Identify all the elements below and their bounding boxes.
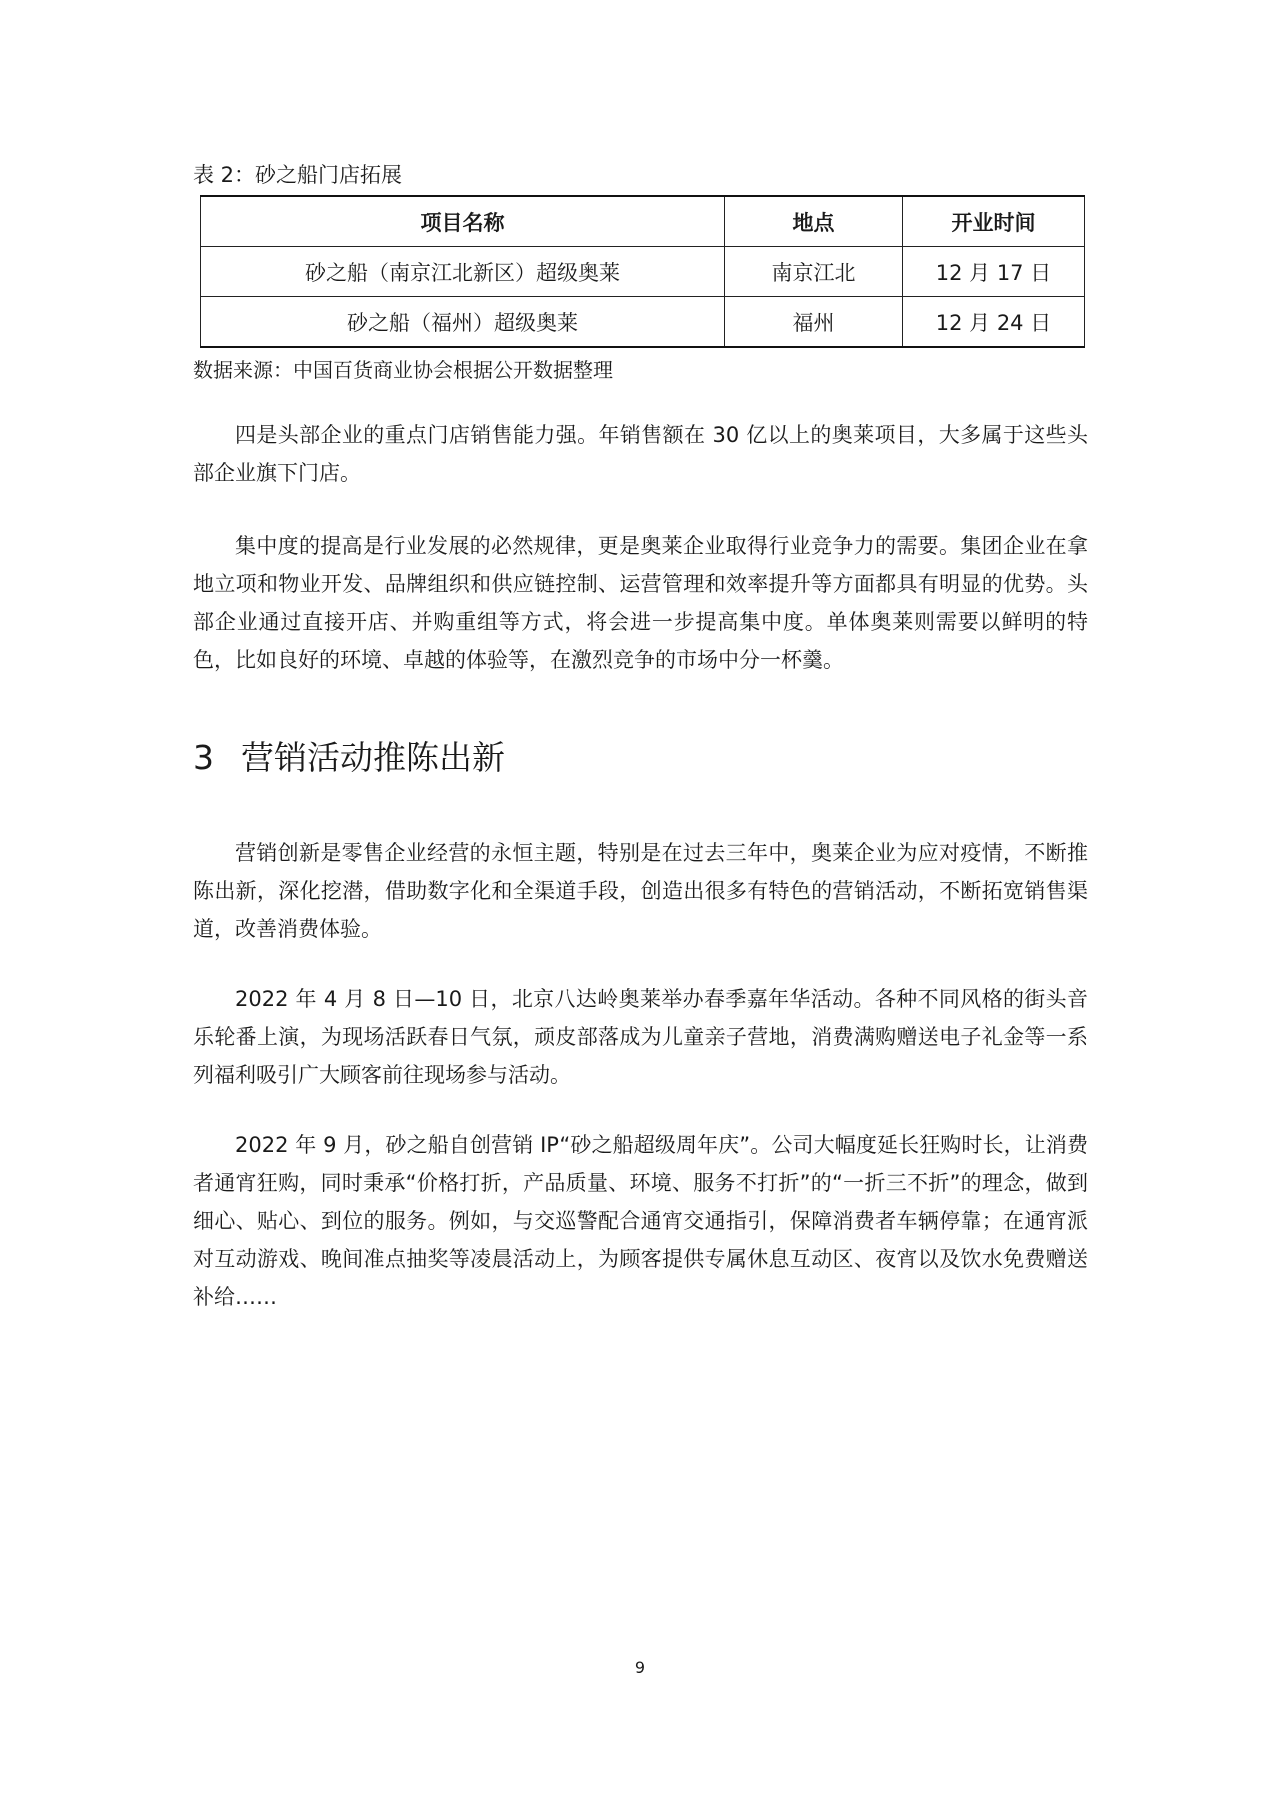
section-title: 营销活动推陈出新 xyxy=(241,738,505,777)
paragraph-badaling-event: 2022 年 4 月 8 日—10 日，北京八达岭奥莱举办春季嘉年华活动。各种不同风格的街头音乐轮番上演，为现场活跃春日气氛，顽皮部落成为儿童亲子营地，消费满购赠送电子礼金等一系列福利吸引广大顾客前往现场参与活动。 xyxy=(193,987,1088,1087)
page-number: 9 xyxy=(634,1658,646,1677)
store-expansion-table xyxy=(200,195,1085,348)
header-location: 地点 xyxy=(725,196,903,247)
table-header-row xyxy=(201,196,1085,247)
table-caption: 表 2：砂之船门店拓展 xyxy=(193,163,403,187)
cell-location: 福州 xyxy=(725,297,903,348)
table-source-note: 数据来源：中国百货商业协会根据公开数据整理 xyxy=(193,358,613,382)
section-heading xyxy=(193,735,505,781)
paragraph-head-stores: 四是头部企业的重点门店销售能力强。年销售额在 30 亿以上的奥莱项目，大多属于这些头部企业旗下门店。 xyxy=(193,423,1088,485)
paragraph-anniversary-event: 2022 年 9 月，砂之船自创营销 IP“砂之船超级周年庆”。公司大幅度延长狂购时长，让消费者通宵狂购，同时秉承“价格打折，产品质量、环境、服务不打折”的“一折三不折”的理念，做到细心、贴心、到位的服务。例如，与交巡警配合通宵交通指引，保障消费者车辆停靠；在通宵派对互动游戏、晚间准点抽奖等凌晨活动上，为顾客提供专属休息互动区、夜宵以及饮水免费赠送补给…… xyxy=(193,1133,1088,1309)
cell-opening-date: 12 月 24 日 xyxy=(903,297,1085,348)
paragraph-marketing-innovation: 营销创新是零售企业经营的永恒主题，特别是在过去三年中，奥莱企业为应对疫情，不断推陈出新，深化挖潜，借助数字化和全渠道手段，创造出很多有特色的营销活动，不断拓宽销售渠道，改善消费体验。 xyxy=(193,841,1088,941)
cell-opening-date: 12 月 17 日 xyxy=(903,247,1085,297)
section-number: 3 xyxy=(193,738,214,777)
paragraph-concentration: 集中度的提高是行业发展的必然规律，更是奥莱企业取得行业竞争力的需要。集团企业在拿地立项和物业开发、品牌组织和供应链控制、运营管理和效率提升等方面都具有明显的优势。头部企业通过直接开店、并购重组等方式，将会进一步提高集中度。单体奥莱则需要以鲜明的特色，比如良好的环境、卓越的体验等，在激烈竞争的市场中分一杯羹。 xyxy=(193,534,1088,672)
header-opening-date: 开业时间 xyxy=(903,196,1085,247)
table-row xyxy=(201,297,1085,348)
cell-project-name: 砂之船（福州）超级奥莱 xyxy=(201,297,725,348)
cell-location: 南京江北 xyxy=(725,247,903,297)
table-row xyxy=(201,247,1085,297)
cell-project-name: 砂之船（南京江北新区）超级奥莱 xyxy=(201,247,725,297)
header-project-name: 项目名称 xyxy=(201,196,725,247)
